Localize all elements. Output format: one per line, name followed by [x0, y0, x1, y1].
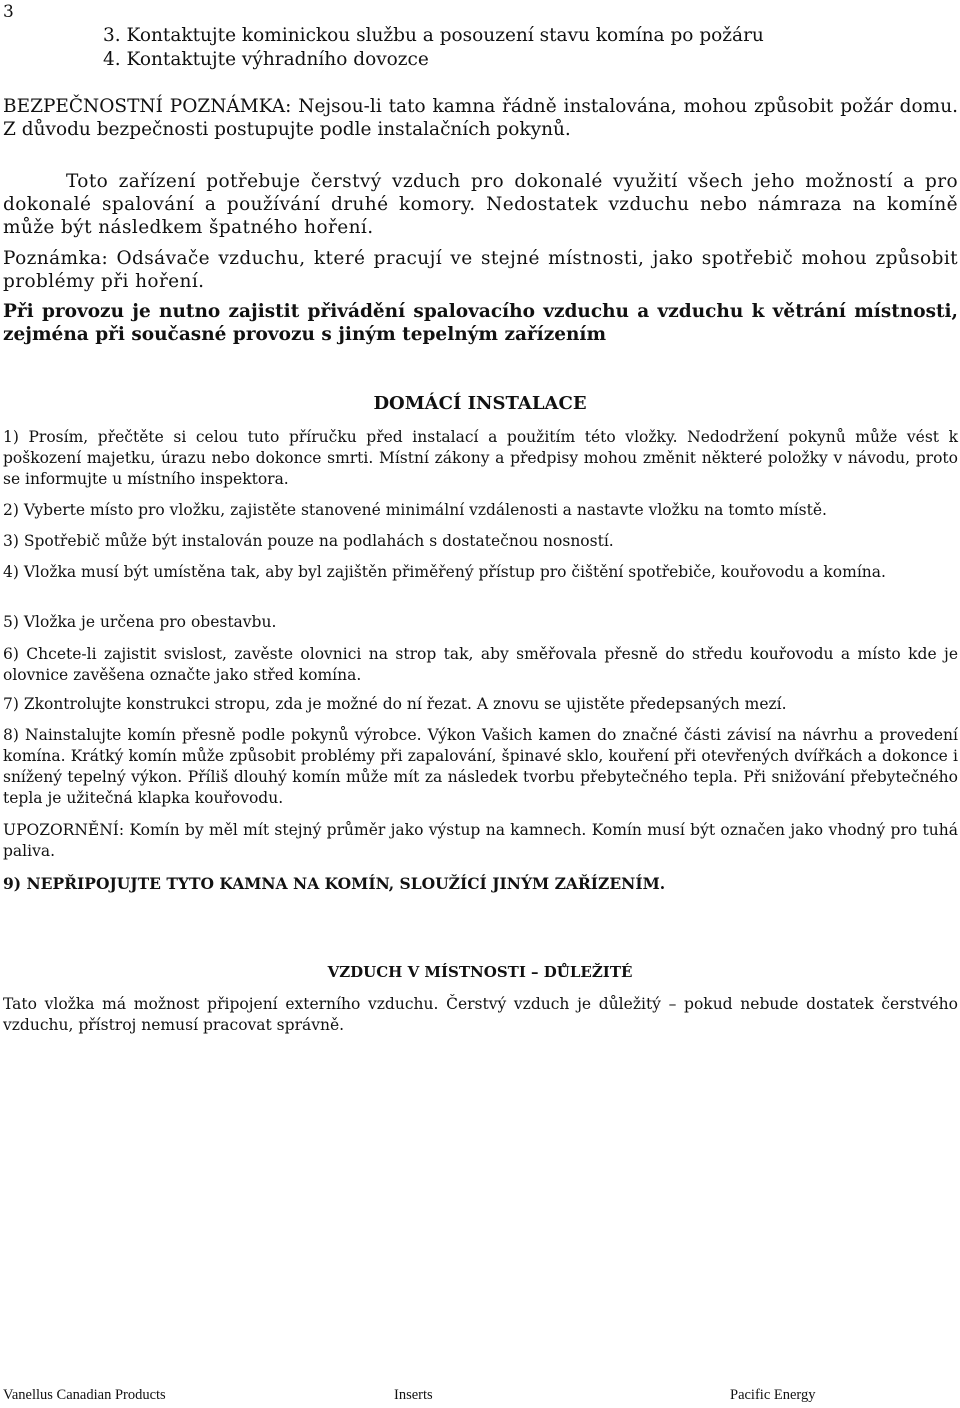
- safety-note: BEZPEČNOSTNÍ POZNÁMKA: Nejsou-li tato kamna řádně instalována, mohou způsobit požár domu. Z důvodu bezpečnosti postupujte podle instalačních pokynů.: [3, 96, 958, 140]
- page-number: 3: [3, 2, 14, 22]
- instruction-item: 3) Spotřebič může být instalován pouze na podlahách s dostatečnou nosností.: [3, 532, 614, 550]
- fresh-air-paragraph: Toto zařízení potřebuje čerstvý vzduch pro dokonalé využití všech jeho možností a pro dokonalé spalování a používání druhé komory. Nedostatek vzduchu nebo námraza na komíně může být následkem špatného hoření.: [3, 171, 958, 238]
- instruction-item: 8) Nainstalujte komín přesně podle pokynů výrobce. Výkon Vašich kamen do značné části závisí na návrhu a provedení komína. Krátký komín může způsobit problémy při zapalování, špinavé sklo, kouření při otevřených dvířkách a dokonce i snížený tepelný výkon. Příliš dlouhý komín může mít za následek tvorbu přebytečného tepla. Při snižování přebytečného tepla je užitečná klapka kouřovodu.: [3, 726, 958, 807]
- footer-right: Pacific Energy: [730, 1387, 816, 1403]
- instruction-item: 7) Zkontrolujte konstrukci stropu, zda je možné do ní řezat. A znovu se ujistěte předepsaných mezí.: [3, 695, 787, 713]
- room-air-paragraph: Tato vložka má možnost připojení externího vzduchu. Čerstvý vzduch je důležitý – pokud nebude dostatek čerstvého vzduchu, přístroj nemusí pracovat správně.: [3, 995, 958, 1034]
- hood-note: Poznámka: Odsávače vzduchu, které pracují ve stejné místnosti, jako spotřebič mohou způsobit problémy při hoření.: [3, 248, 958, 292]
- footer-center: Inserts: [394, 1387, 433, 1403]
- instruction-item: 6) Chcete-li zajistit svislost, zavěste olovnici na strop tak, aby směřovala přesně do středu kouřovodu a místo kde je olovnice zavěšena označte jako střed komína.: [3, 645, 958, 684]
- instruction-item: 1) Prosím, přečtěte si celou tuto příručku před instalací a použitím této vložky. Nedodržení pokynů může vést k poškození majetku, úrazu nebo dokonce smrti. Místní zákony a předpisy mohou změnit některé položky v návodu, proto se informujte u místního inspektora.: [3, 428, 958, 488]
- section-title-room-air: VZDUCH V MÍSTNOSTI – DŮLEŽITÉ: [327, 963, 633, 981]
- list-item: 4. Kontaktujte výhradního dovozce: [103, 49, 429, 70]
- caution-note: UPOZORNĚNÍ: Komín by měl mít stejný průměr jako výstup na kamnech. Komín musí být označen jako vhodný pro tuhá paliva.: [3, 821, 958, 860]
- footer-left: Vanellus Canadian Products: [3, 1387, 166, 1403]
- instruction-item-9: 9) NEPŘIPOJUJTE TYTO KAMNA NA KOMÍN, SLOUŽÍCÍ JINÝM ZAŘÍZENÍM.: [3, 874, 666, 893]
- list-item: 3. Kontaktujte kominickou službu a posouzení stavu komína po požáru: [103, 25, 764, 46]
- instruction-item: 5) Vložka je určena pro obestavbu.: [3, 613, 277, 631]
- instruction-item: 4) Vložka musí být umístěna tak, aby byl zajištěn přiměřený přístup pro čištění spotřebiče, kouřovodu a komína.: [3, 563, 886, 581]
- bold-warning: Při provozu je nutno zajistit přivádění spalovacího vzduchu a vzduchu k větrání místnosti, zejména při současné provozu s jiným tepelným zařízením: [3, 301, 958, 345]
- section-title-home-installation: DOMÁCÍ INSTALACE: [373, 393, 587, 414]
- instruction-item: 2) Vyberte místo pro vložku, zajistěte stanovené minimální vzdálenosti a nastavte vložku na tomto místě.: [3, 501, 827, 519]
